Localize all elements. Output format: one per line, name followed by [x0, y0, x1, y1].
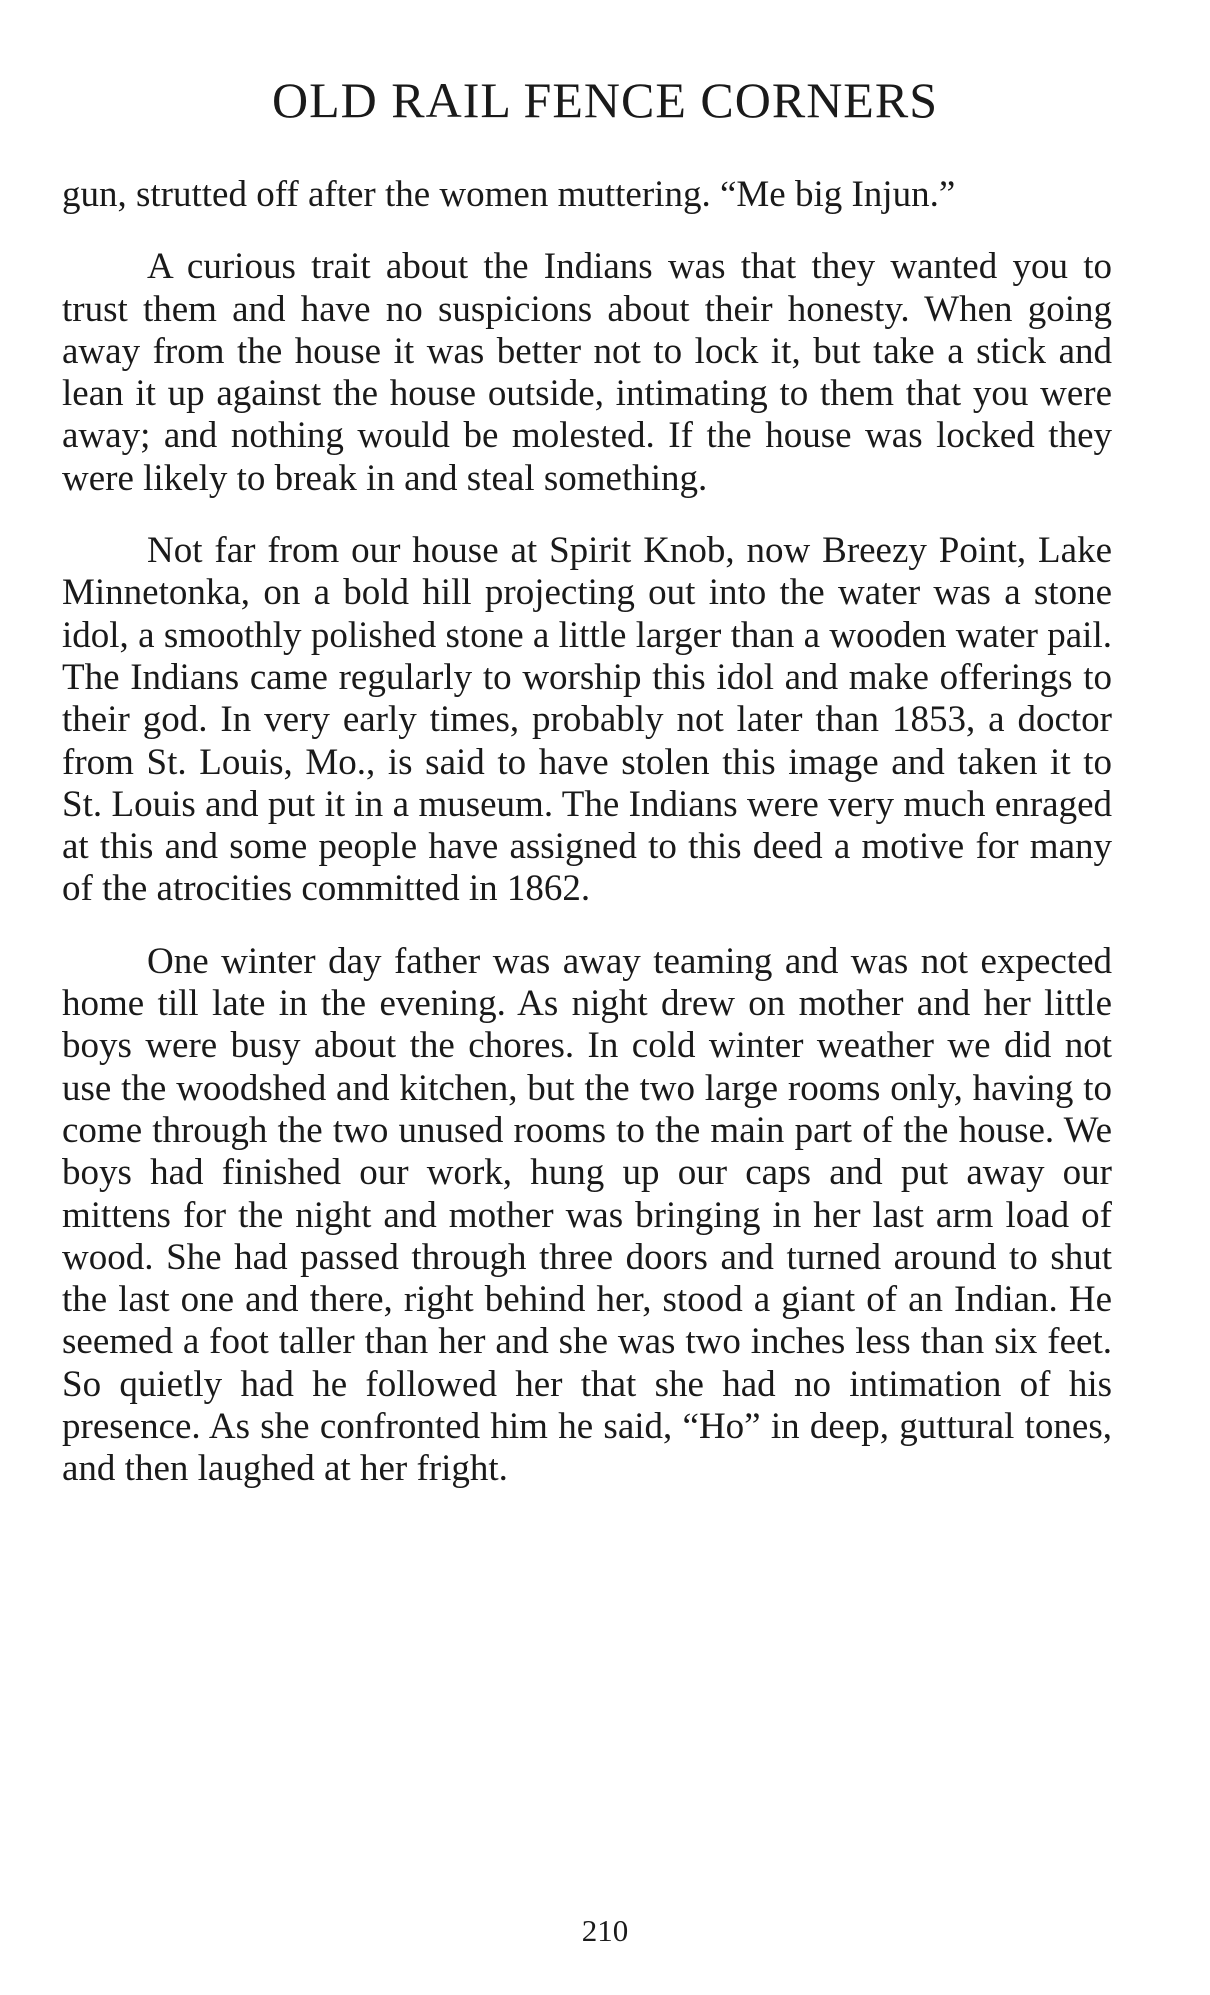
body-text: [62, 174, 1112, 1491]
running-title: OLD RAIL FENCE CORNERS: [271, 72, 939, 128]
paragraph-stone-idol: Not far from our house at Spirit Knob, now Breezy Point, Lake Minnetonka, on a bold hill projecting out into the water was a stone idol, a smoothly polished stone a little larger than a wooden water pail. The Indians came regularly to worship this idol and make offerings to their god. In very early times, probably not later than 1853, a doctor from St. Louis, Mo., is said to have stolen this image and taken it to St. Louis and put it in a museum. The Indians were very much enraged at this and some people have assigned to this deed a motive for many of the atrocities committed in 1862.: [62, 530, 1112, 910]
paragraph-winter-day: One winter day father was away teaming and was not expected home till late in the evening. As night drew on mother and her little boys were busy about the chores. In cold winter weather we did not use the woodshed and kitchen, but the two large rooms only, having to come through the two unused rooms to the main part of the house. We boys had finished our work, hung up our caps and put away our mittens for the night and mother was bringing in her last arm load of wood. She had passed through three doors and turned around to shut the last one and there, right behind her, stood a giant of an Indian. He seemed a foot taller than her and she was two inches less than six feet. So quietly had he followed her that she had no intimation of his presence. As she confronted him he said, “Ho” in deep, guttural tones, and then laughed at her fright.: [62, 940, 1112, 1490]
page-number: 210: [581, 1913, 629, 1948]
paragraph-indian-trust: A curious trait about the Indians was that they wanted you to trust them and have no suspicions about their honesty. When going away from the house it was better not to lock it, but take a stick and lean it up against the house outside, intimating to them that you were away; and nothing would be molested. If the house was locked they were likely to break in and steal something.: [62, 246, 1112, 499]
paragraph-continued: gun, strutted off after the women muttering. “Me big Injun.”: [62, 174, 956, 215]
